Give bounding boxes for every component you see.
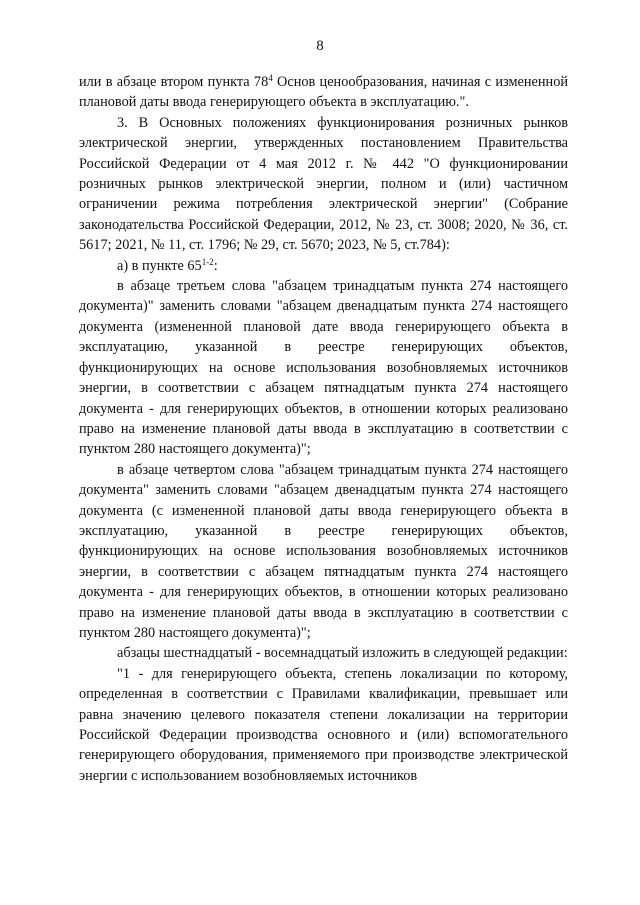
paragraph-abzac-3: в абзаце третьем слова "абзацем тринадцатым пункта 274 настоящего документа)" заменить словами "абзацем двенадцатым пункта 274 настоящего документа (измененной плановой дате ввода генерирующего объекта в эксплуатацию, указанной в реестре генерирующих объектов, функционирующих на основе использования возобновляемых источников энергии, в соответствии с абзацем пятнадцатым пункта 274 настоящего документа - для генерирующих объектов, в отношении которых реализовано право на изменение плановой даты ввода в эксплуатацию в соответствии с пунктом 280 настоящего документа)"; [79,278,568,458]
paragraph-continuation [79,72,568,113]
paragraph-text-tail: Основ ценообразования, начиная с измененной плановой даты ввода генерирующего объекта в эксплуатацию.". [79,74,568,111]
document-body [79,72,568,786]
paragraph-text: или в абзаце втором пункта 78 [79,74,269,90]
paragraph-a [79,256,568,276]
superscript: 1-2 [201,256,214,267]
paragraph-text-tail: : [213,257,218,274]
paragraph-text: а) в пункте 65 [117,257,202,274]
page-number: 8 [316,38,324,54]
paragraph-3: 3. В Основных положениях функционирования розничных рынков электрической энергии, утвержденных постановлением Правительства Российской Федерации от 4 мая 2012 г. № 442 "О функционировании розничных рынков электрической энергии, полном и (или) частичном ограничении режима потребления электрической энергии" (Собрание законодательства Российской Федерации, 2012, № 23, ст. 3008; 2020, № 36, ст. 5617; 2021, № 11, ст. 1796; № 29, ст. 5670; 2023, № 5, ст.784): [79,114,568,254]
superscript: 4 [268,73,273,83]
paragraph-abzac-16-18: абзацы шестнадцатый - восемнадцатый изложить в следующей редакции: [117,645,568,662]
paragraph-abzac-4: в абзаце четвертом слова "абзацем тринадцатым пункта 274 настоящего документа" заменить словами "абзацем двенадцатым пункта 274 настоящего документа (с измененной плановой даты ввода генерирующего объекта в эксплуатацию, указанной в реестре генерирующих объектов, функционирующих на основе использования возобновляемых источников энергии, в соответствии с абзацем пятнадцатым пункта 274 настоящего документа - для генерирующих объектов, в отношении которых реализовано право на изменение плановой даты ввода в эксплуатацию в соответствии с пунктом 280 настоящего документа)"; [79,461,568,641]
paragraph-quote-1: "1 - для генерирующего объекта, степень локализации по которому, определенная в соответствии с Правилами квалификации, превышает или равна значению целевого показателя степени локализации на территории Российской Федерации производства основного и (или) вспомогательного генерирующего оборудования, применяемого при производстве электрической энергии с использованием возобновляемых источников [79,665,568,784]
